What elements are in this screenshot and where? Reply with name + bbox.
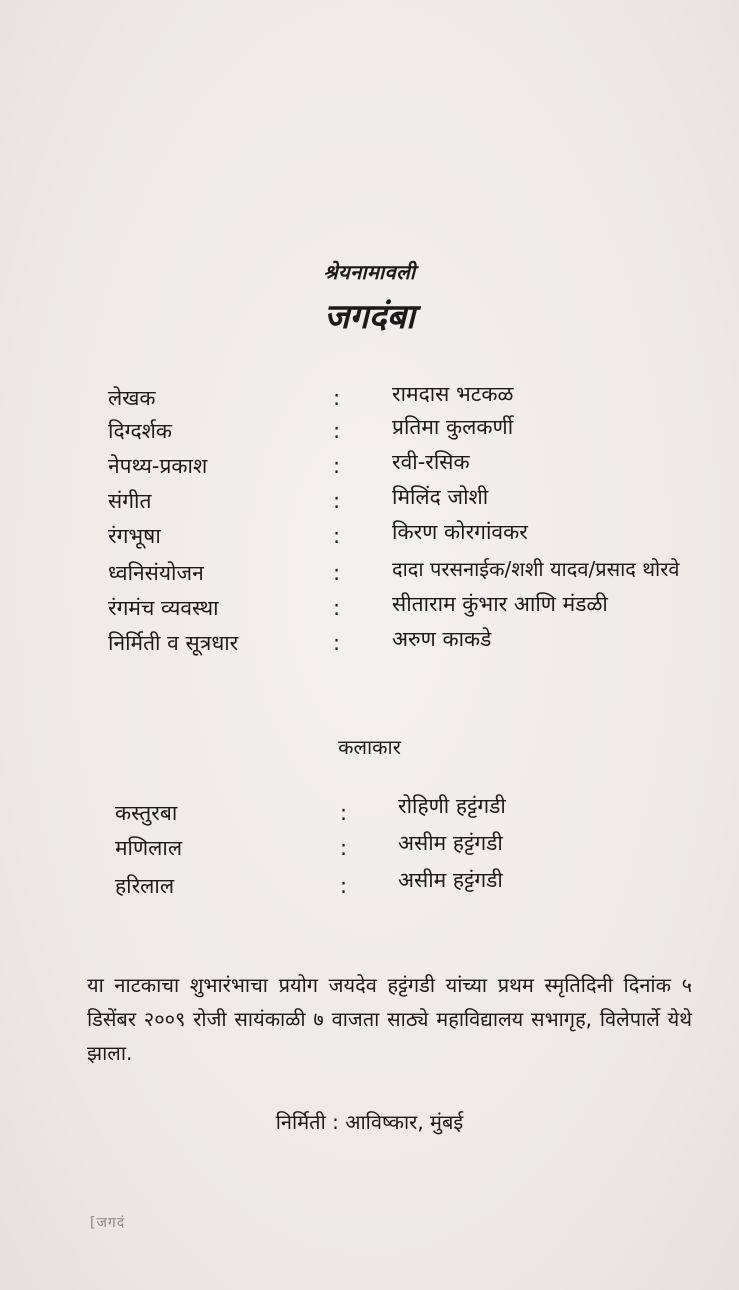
credit-colon: : [333, 631, 341, 655]
credit-name: दादा परसनाईक/शशी यादव/प्रसाद थोरवे [392, 557, 680, 581]
cast-name: असीम हट्टंगडी [398, 831, 503, 855]
cast-role: मणिलाल [115, 836, 183, 860]
credit-name: अरुण काकडे [392, 627, 492, 651]
credit-colon: : [333, 419, 341, 443]
credit-role: संगीत [108, 489, 152, 513]
cast-colon: : [340, 874, 348, 898]
page-number: [जगदं [90, 1215, 126, 1231]
premiere-note: या नाटकाचा शुभारंभाचा प्रयोग जयदेव हट्टंगडी यांच्या प्रथम स्मृतिदिनी दिनांक ५ डिसेंबर २००९ रोजी सायंकाळी ७ वाजता साठ्ये महाविद्यालय सभागृह, विलेपार्ले येथे झाला. [87, 973, 692, 1065]
credit-name: प्रतिमा कुलकर्णी [392, 415, 514, 439]
credit-role: नेपथ्य-प्रकाश [108, 454, 208, 478]
credit-colon: : [333, 454, 341, 478]
play-title: जगदंबा [324, 297, 415, 337]
credit-colon: : [333, 386, 341, 410]
credit-name: सीताराम कुंभार आणि मंडळी [392, 592, 608, 616]
cast-colon: : [340, 801, 348, 825]
credit-role: रंगमंच व्यवस्था [108, 596, 219, 620]
credit-colon: : [333, 524, 341, 548]
credit-role: रंगभूषा [108, 524, 161, 548]
production-credit: निर्मिती : आविष्कार, मुंबई [275, 1110, 464, 1134]
credit-role: ध्वनिसंयोजन [108, 561, 204, 585]
credit-name: किरण कोरगांवकर [392, 520, 528, 544]
cast-name: असीम हट्टंगडी [398, 868, 503, 892]
cast-colon: : [340, 836, 348, 860]
cast-name: रोहिणी हट्टंगडी [398, 794, 506, 818]
cast-role: हरिलाल [115, 874, 175, 898]
credit-role: दिग्दर्शक [108, 419, 173, 443]
credits-heading: श्रेयनामावली [323, 260, 416, 284]
cast-role: कस्तुरबा [115, 801, 178, 825]
credit-role: लेखक [108, 386, 156, 410]
credit-name: रवी-रसिक [392, 450, 470, 474]
credit-colon: : [333, 561, 341, 585]
credit-name: मिलिंद जोशी [392, 485, 489, 509]
credit-name: रामदास भटकळ [392, 382, 514, 406]
credit-colon: : [333, 596, 341, 620]
cast-heading: कलाकार [338, 735, 401, 759]
credit-role: निर्मिती व सूत्रधार [108, 631, 239, 655]
credit-colon: : [333, 489, 341, 513]
